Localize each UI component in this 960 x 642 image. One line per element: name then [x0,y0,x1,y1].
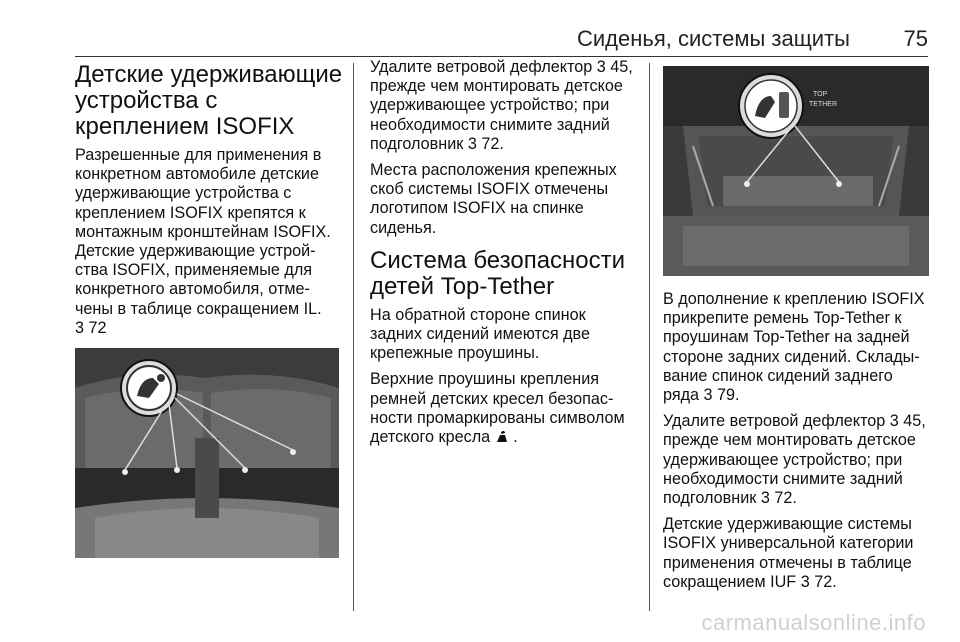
column-divider [649,63,650,611]
column-divider [353,63,354,611]
section-heading: Система безопасности детей Top-Tether [370,246,626,300]
svg-text:TOP: TOP [813,91,828,98]
column-3 [663,58,933,599]
paragraph: Места расположения крепежных скоб системы ISOFIX отмечены логотипом ISOFIX на спинке сиденья. [370,161,617,237]
header-rule [75,56,928,57]
paragraph: Детские удерживающие системы ISOFIX универсальной категории применения отмечены в таблице сокращением IUF 3 72. [663,515,914,591]
svg-text:TETHER: TETHER [809,101,837,108]
page-number: 75 [903,26,928,51]
paragraph: В дополнение к креплению ISOFIX прикрепите ремень Top-Tether к проушинам Top-Tether на задней стороне задних сидений. Склады-вание спинок сидений заднего ряда 3 79. [663,290,925,405]
paragraph: Удалите ветровой дефлектор 3 45, прежде чем монтировать детское удерживающее устройство; при необходимости снимите задний подголовник 3 72. [663,412,926,508]
paragraph [75,146,343,338]
paragraph: На обратной стороне спинок задних сидений имеются две крепежные проушины. [370,305,590,363]
section-heading: Детские удерживающие устройства с креплением ISOFIX [75,61,343,140]
page-header [0,0,960,58]
column-1 [75,58,343,558]
page-reference: 3 72 [75,318,107,337]
top-tether-illustration [663,66,929,276]
child-seat-icon [495,428,514,446]
paragraph-text: Разрешенные для применения в конкретном автомобиле детские удерживающие устройства с креплением ISOFIX крепятся к монтажным кронштейнам ISOFIX. Детские удерживающие устрой-ства ISOFIX, применяемые для конкретного автомобиля, отме-чены в таблице сокращением IL. [75,146,331,318]
isofix-seat-illustration [75,348,339,558]
watermark: carmanualsonline.info [701,610,926,635]
paragraph: Удалите ветровой дефлектор 3 45, прежде чем монтировать детское удерживающее устройство; при необходимости снимите задний подголовник 3 72. [370,58,633,153]
paragraph: Верхние проушины крепления ремней детских кресел безопас-ности промаркированы символом детского кресла . [370,370,625,447]
header-title: Сиденья, системы защиты [576,26,850,51]
column-2 [370,58,638,454]
paragraph-text: Верхние проушины крепления ремней детских кресел безопас-ности промаркированы символом детского кресла [370,370,625,447]
